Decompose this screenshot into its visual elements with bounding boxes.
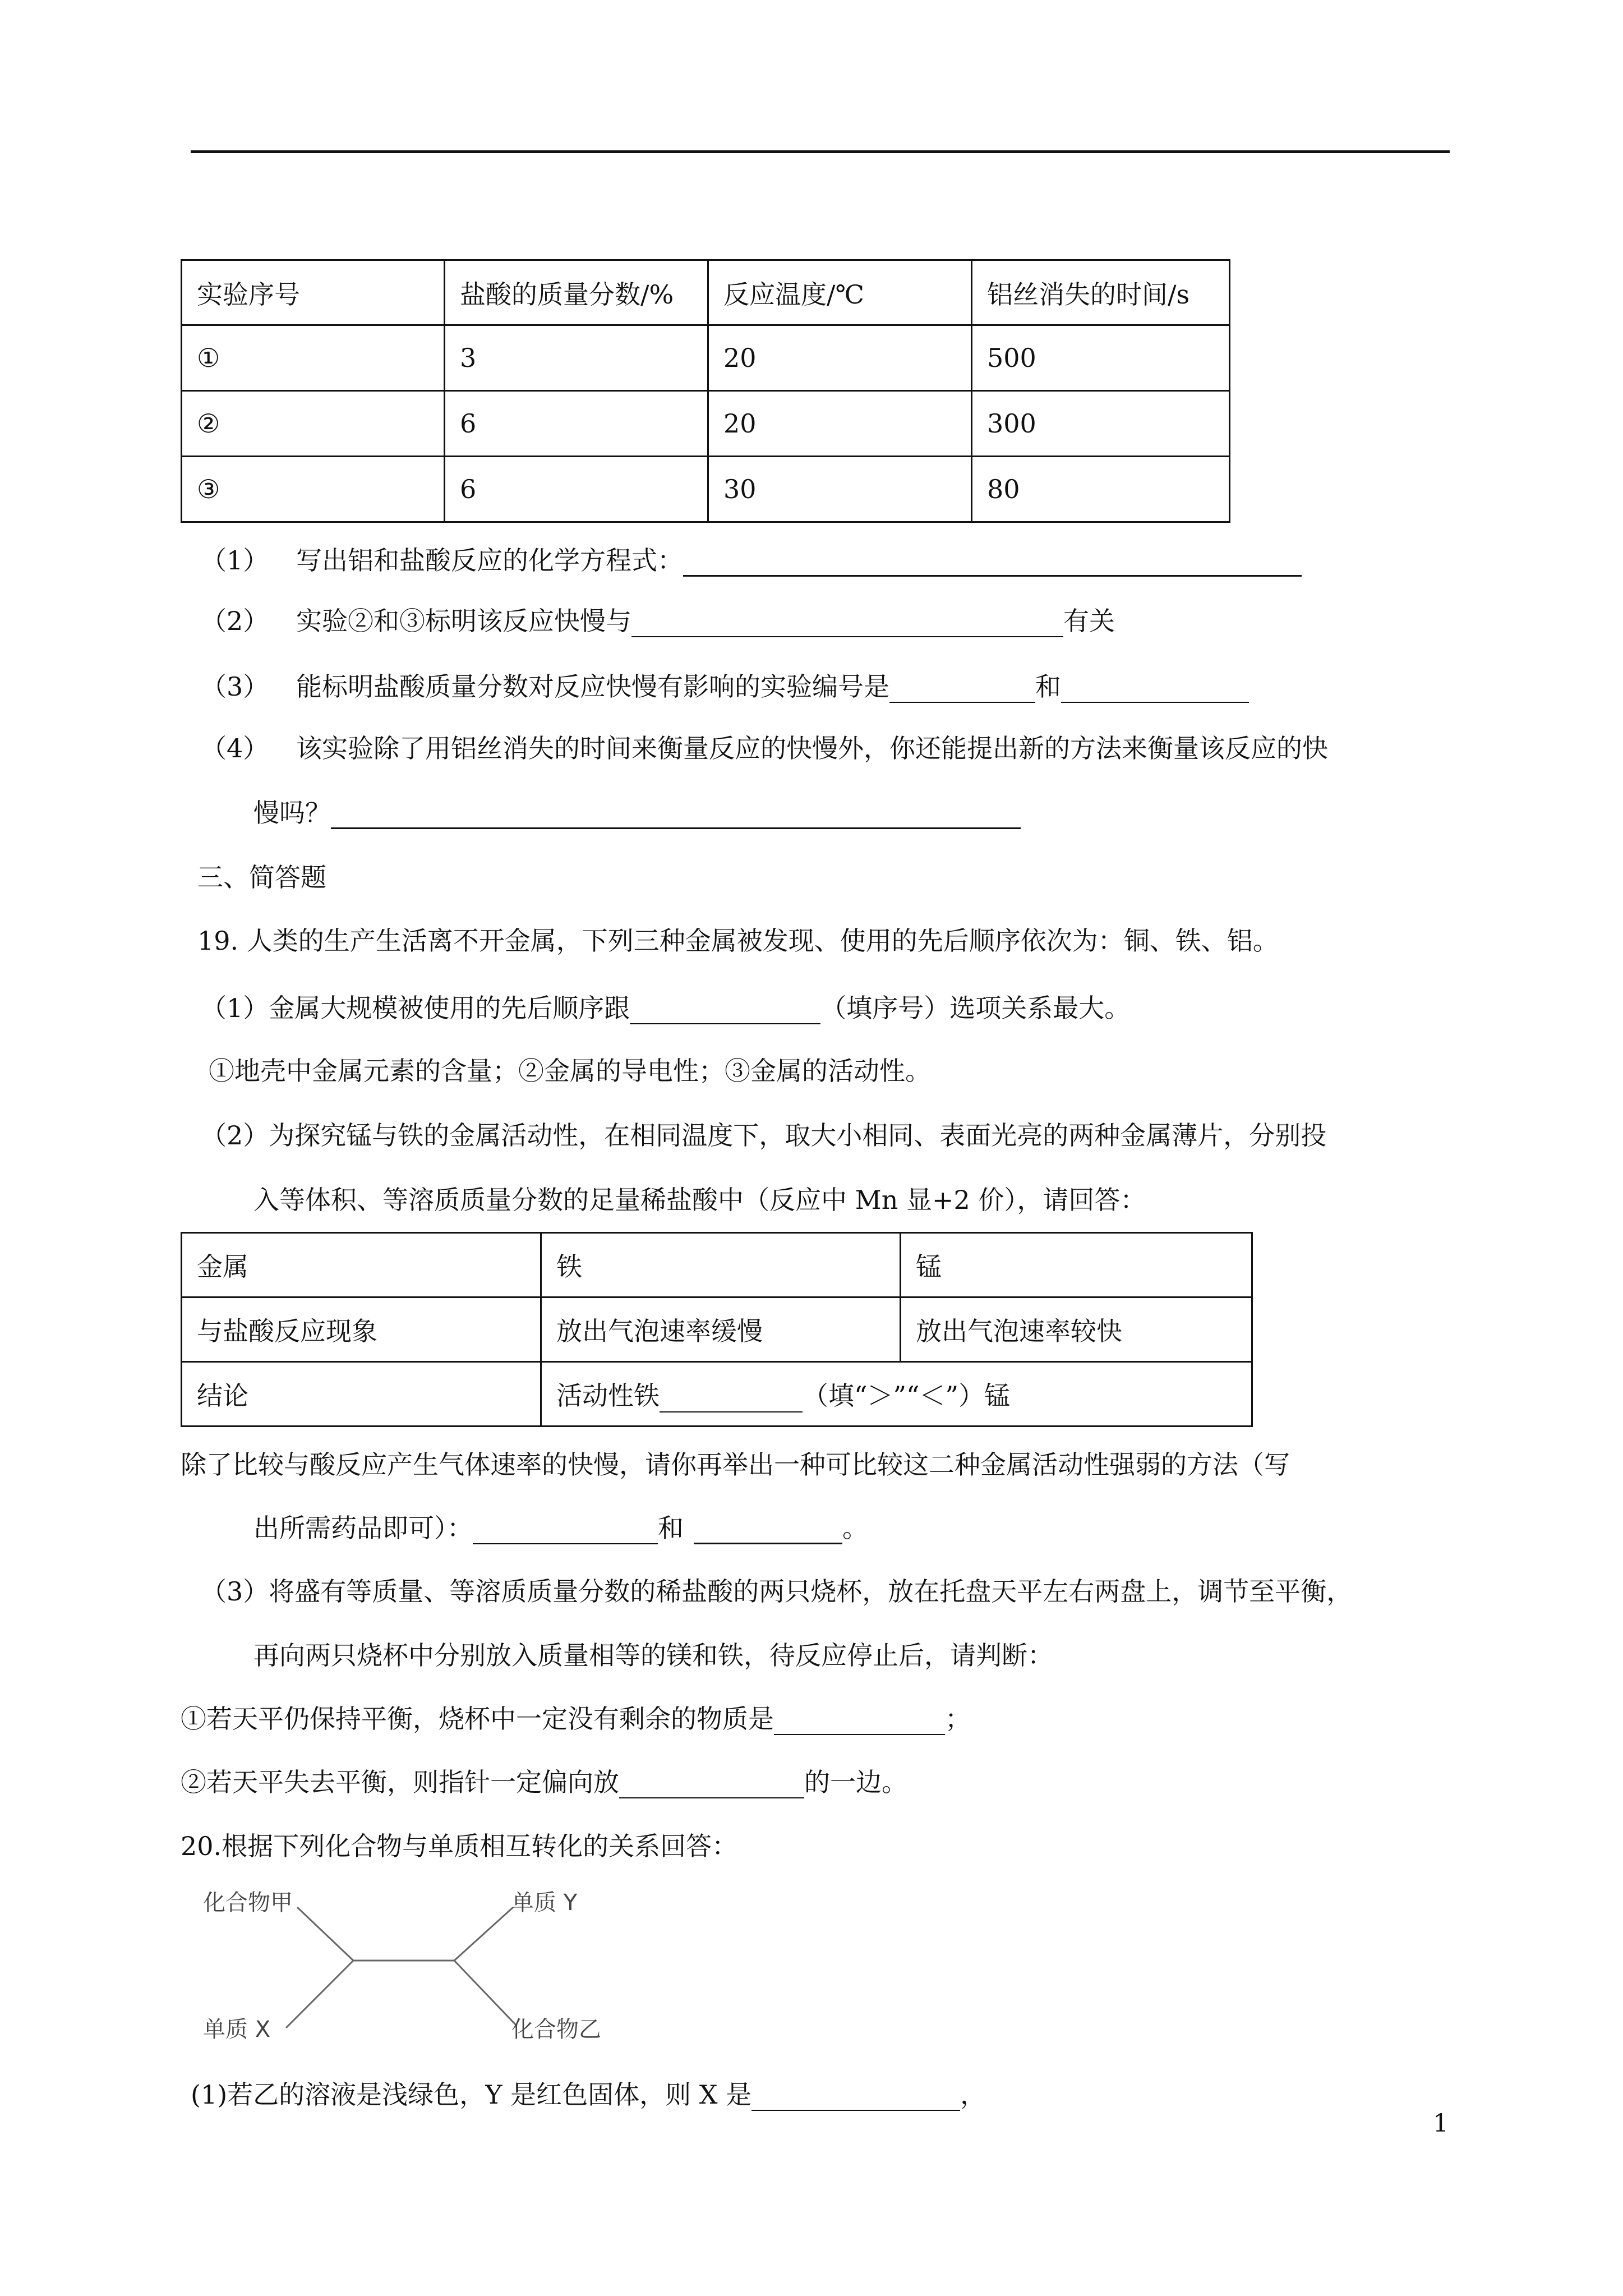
q19-1-text-end: （填序号）选项关系最大。 xyxy=(820,993,1131,1023)
table-cell: 20 xyxy=(708,325,972,391)
q19-1-text: （1）金属大规模被使用的先后顺序跟 xyxy=(201,993,630,1023)
table-cell: 300 xyxy=(972,391,1230,457)
conclusion-pre: 活动性铁 xyxy=(556,1381,660,1411)
answer-blank[interactable] xyxy=(1061,675,1249,703)
transformation-diagram xyxy=(191,1885,639,2042)
table-cell: 铁 xyxy=(541,1233,901,1297)
section-title: 三、简答题 xyxy=(197,862,326,892)
table-header: 反应温度/℃ xyxy=(708,260,972,325)
table-cell: 金属 xyxy=(182,1233,541,1297)
q18-4-text: 该实验除了用铝丝消失的时间来衡量反应的快慢外，你还能提出新的方法来衡量该反应的快 xyxy=(296,733,1328,763)
q18-2-suffix: 有关 xyxy=(1063,606,1115,636)
table-cell: 放出气泡速率缓慢 xyxy=(541,1297,901,1362)
table-cell: 与盐酸反应现象 xyxy=(182,1297,541,1362)
q18-4-line2 xyxy=(253,797,1021,829)
diagram-label-element-y: 单质 Y xyxy=(511,1890,578,1916)
page-number: 1 xyxy=(1433,2109,1449,2138)
q20-1-text: (1)若乙的溶液是浅绿色，Y 是红色固体，则 X 是 xyxy=(191,2079,752,2110)
answer-blank[interactable] xyxy=(694,1516,842,1544)
judge-2-end: 的一边。 xyxy=(804,1767,907,1797)
q18-1-number: （1） xyxy=(201,545,269,576)
table-header: 铝丝消失的时间/s xyxy=(972,260,1230,325)
q18-3-line xyxy=(296,670,1249,703)
q20-1-line xyxy=(191,2078,986,2111)
table-cell: 20 xyxy=(708,391,972,457)
judge-1-end: ； xyxy=(945,1704,971,1734)
q19-after-line xyxy=(253,1512,868,1544)
q19-judge-1 xyxy=(181,1703,971,1735)
answer-blank[interactable] xyxy=(619,1770,804,1798)
header-rule xyxy=(191,150,1450,153)
q20-1-end: ， xyxy=(960,2079,986,2110)
answer-blank[interactable] xyxy=(630,996,820,1024)
diagram-label-element-x: 单质 X xyxy=(203,2017,271,2042)
q18-2-line xyxy=(296,605,1115,637)
judge-1-text: ①若天平仍保持平衡，烧杯中一定没有剩余的物质是 xyxy=(181,1704,774,1734)
q19-2-text: （2）为探究锰与铁的金属活动性，在相同温度下，取大小相同、表面光亮的两种金属薄片，分别投 xyxy=(201,1120,1327,1151)
q19-stem: 19. 人类的生产生活离不开金属，下列三种金属被发现、使用的先后顺序依次为：铜、铁、铝。 xyxy=(197,926,1279,956)
q19-2-text-cont: 入等体积、等溶质质量分数的足量稀盐酸中（反应中 Mn 显+2 价），请回答： xyxy=(253,1185,1146,1215)
table-cell: 6 xyxy=(445,457,708,522)
q19-judge-2 xyxy=(181,1766,907,1798)
q19-options: ①地壳中金属元素的含量；②金属的导电性；③金属的活动性。 xyxy=(209,1056,931,1086)
q20-stem: 20.根据下列化合物与单质相互转化的关系回答： xyxy=(181,1831,738,1861)
table-header: 实验序号 xyxy=(182,260,445,325)
judge-2-text: ②若天平失去平衡，则指针一定偏向放 xyxy=(181,1767,619,1797)
table-cell: 放出气泡速率较快 xyxy=(901,1297,1252,1362)
q19-3-text: （3）将盛有等质量、等溶质质量分数的稀盐酸的两只烧杯，放在托盘天平左右两盘上，调节至平衡， xyxy=(201,1576,1353,1607)
answer-blank[interactable] xyxy=(889,675,1035,703)
q18-2-text: 实验②和③标明该反应快慢与 xyxy=(296,606,631,636)
table-header: 盐酸的质量分数/% xyxy=(445,260,708,325)
q18-2-number: （2） xyxy=(201,606,269,636)
table-cell: 6 xyxy=(445,391,708,457)
diagram-label-compound-a: 化合物甲 xyxy=(203,1890,293,1916)
table-cell: 锰 xyxy=(901,1233,1252,1297)
experiment-table xyxy=(181,259,1230,523)
q19-3-text-cont: 再向两只烧杯中分别放入质量相等的镁和铁，待反应停止后，请判断： xyxy=(253,1640,1053,1671)
conclusion-cell xyxy=(541,1362,1252,1427)
q18-4-number: （4） xyxy=(201,733,269,763)
table-cell: 3 xyxy=(445,325,708,391)
q19-after-pre: 出所需药品即可）： xyxy=(253,1513,473,1543)
answer-blank[interactable] xyxy=(751,2083,960,2111)
table-cell: ① xyxy=(182,325,445,391)
table-cell: ③ xyxy=(182,457,445,522)
answer-blank[interactable] xyxy=(631,609,1063,637)
metal-comparison-table xyxy=(181,1232,1253,1427)
table-cell: 结论 xyxy=(182,1362,541,1427)
answer-blank[interactable] xyxy=(331,800,1021,829)
table-cell: ② xyxy=(182,391,445,457)
answer-blank[interactable] xyxy=(473,1516,658,1544)
q19-after-end: 。 xyxy=(842,1513,868,1543)
q18-3-number: （3） xyxy=(201,671,269,702)
table-cell: 30 xyxy=(708,457,972,522)
answer-blank[interactable] xyxy=(660,1384,803,1412)
table-cell: 500 xyxy=(972,325,1230,391)
q18-4-cont: 慢吗？ xyxy=(253,798,331,828)
diagram-label-compound-b: 化合物乙 xyxy=(511,2017,601,2042)
q19-after-text: 除了比较与酸反应产生气体速率的快慢，请你再举出一种可比较这二种金属活动性强弱的方法（写 xyxy=(181,1450,1290,1480)
q19-1-line xyxy=(201,992,1130,1024)
q18-3-text: 能标明盐酸质量分数对反应快慢有影响的实验编号是 xyxy=(296,671,889,702)
q19-after-mid: 和 xyxy=(658,1513,684,1543)
q18-1-line xyxy=(296,544,1302,577)
conclusion-post: （填“＞”“＜”）锰 xyxy=(803,1381,1011,1411)
q18-1-text: 写出铝和盐酸反应的化学方程式： xyxy=(296,545,683,576)
table-cell: 80 xyxy=(972,457,1230,522)
answer-blank[interactable] xyxy=(774,1707,945,1735)
q18-3-mid: 和 xyxy=(1035,671,1061,702)
answer-blank[interactable] xyxy=(683,548,1302,577)
